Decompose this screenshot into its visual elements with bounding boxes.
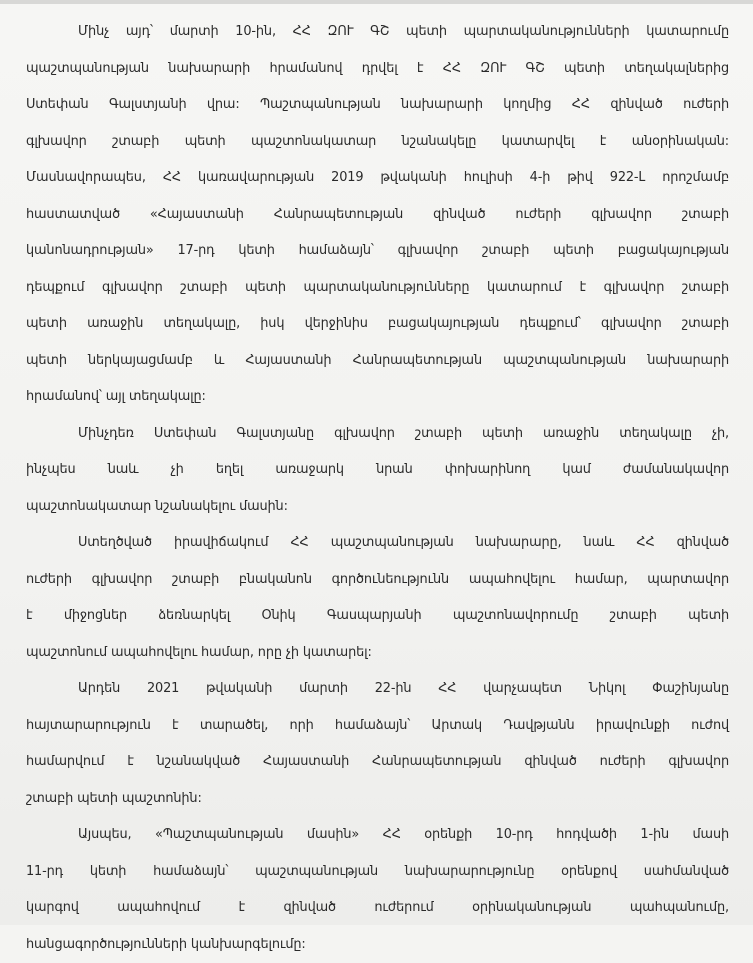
text-line: Մինչդեռ Ստեփան Գալստյանը գլխավոր շտաբի պետի առաջին տեղակալը չի, — [26, 416, 729, 453]
text-line: պաշտոնում ապահովելու համար, որը չի կատարել: — [26, 635, 729, 672]
text-line: համարվում է նշանակված Հայաստանի Հանրապետության զինված ուժերի գլխավոր — [26, 744, 729, 781]
text-line: գլխավոր շտաբի պետի պաշտոնակատար նշանակելը կատարվել է անօրինական: — [26, 124, 729, 161]
top-edge-shadow — [0, 0, 753, 4]
text-line: հրամանով՝ այլ տեղակալը: — [26, 379, 729, 416]
text-line: կանոնադրության» 17-րդ կետի համաձայն՝ գլխավոր շտաբի պետի բացակայության — [26, 233, 729, 270]
text-line: 11-րդ կետի համաձայն՝ պաշտպանության նախարարությունը օրենքով սահմանված — [26, 854, 729, 891]
text-line: ուժերի գլխավոր շտաբի բնականոն գործունեությունն ապահովելու համար, պարտավոր — [26, 562, 729, 599]
document-body — [26, 14, 729, 963]
text-line: պաշտոնակատար նշանակելու մասին: — [26, 489, 729, 526]
text-line: ինչպես նաև չի եղել առաջարկ նրան փոխարինող կամ ժամանակավոր — [26, 452, 729, 489]
paragraph — [26, 671, 729, 817]
text-line: Մասնավորապես, ՀՀ կառավարության 2019 թվականի հուլիսի 4-ի թիվ 922-Լ որոշմամբ — [26, 160, 729, 197]
text-line: Ստեփան Գալստյանի վրա: Պաշտպանության նախարարի կողմից ՀՀ զինված ուժերի — [26, 87, 729, 124]
text-line: դեպքում գլխավոր շտաբի պետի պարտականությունները կատարում է գլխավոր շտաբի — [26, 270, 729, 307]
text-line: պետի ներկայացմամբ և Հայաստանի Հանրապետության պաշտպանության նախարարի — [26, 343, 729, 380]
paragraph — [26, 817, 729, 963]
text-line: հայտարարություն է տարածել, որի համաձայն՝ Արտակ Դավթյանն իրավունքի ուժով — [26, 708, 729, 745]
text-line: Արդեն 2021 թվականի մարտի 22-ին ՀՀ վարչապետ Նիկոլ Փաշինյանը — [26, 671, 729, 708]
text-line: հաստատված «Հայաստանի Հանրապետության զինված ուժերի գլխավոր շտաբի — [26, 197, 729, 234]
text-line: պետի առաջին տեղակալը, իսկ վերջինիս բացակայության դեպքում՝ գլխավոր շտաբի — [26, 306, 729, 343]
text-line: կարգով ապահովում է զինված ուժերում օրինականության պահպանումը, — [26, 890, 729, 927]
paragraph — [26, 416, 729, 526]
text-line: Մինչ այդ՝ մարտի 10-ին, ՀՀ ԶՈՒ ԳՇ պետի պարտականությունների կատարումը — [26, 14, 729, 51]
paragraph — [26, 525, 729, 671]
text-line: հանցագործությունների կանխարգելումը: — [26, 927, 729, 963]
paragraph — [26, 14, 729, 416]
text-line: Ստեղծված իրավիճակում ՀՀ պաշտպանության նախարարը, նաև ՀՀ զինված — [26, 525, 729, 562]
text-line: է միջոցներ ձեռնարկել Օնիկ Գասպարյանի պաշտոնավորումը շտաբի պետի — [26, 598, 729, 635]
text-line: պաշտպանության նախարարի հրամանով դրվել է ՀՀ ԶՈՒ ԳՇ պետի տեղակալներից — [26, 51, 729, 88]
text-line: Այսպես, «Պաշտպանության մասին» ՀՀ օրենքի 10-րդ հոդվածի 1-ին մասի — [26, 817, 729, 854]
text-line: շտաբի պետի պաշտոնին: — [26, 781, 729, 818]
